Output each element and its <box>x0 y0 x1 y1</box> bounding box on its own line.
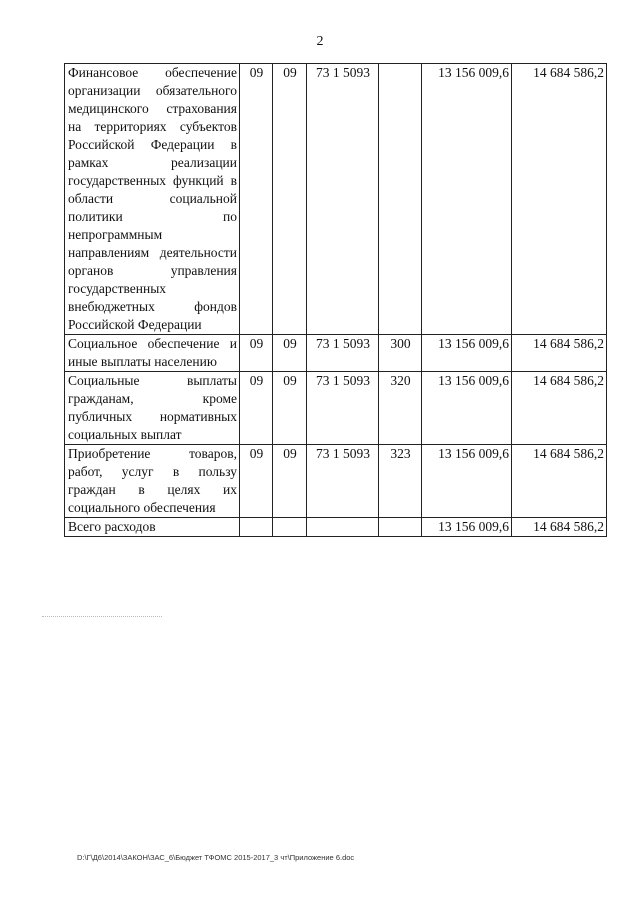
row-sum-2016: 13 156 009,6 <box>422 64 512 335</box>
budget-table <box>64 63 607 537</box>
empty-cell <box>379 518 422 537</box>
empty-cell <box>240 518 273 537</box>
total-sum-2016: 13 156 009,6 <box>422 518 512 537</box>
row-sum-2017: 14 684 586,2 <box>512 64 607 335</box>
row-target-article: 73 1 5093 <box>307 335 379 372</box>
row-target-article: 73 1 5093 <box>307 372 379 445</box>
footer-file-path: D:\Г\Д6\2014\ЗАКОН\ЗАС_6\Бюджет ТФОМС 2015-2017_3 чт\Приложение 6.doc <box>77 853 355 862</box>
row-sum-2017: 14 684 586,2 <box>512 372 607 445</box>
table-row <box>65 372 607 445</box>
row-expense-type: 323 <box>379 445 422 518</box>
row-section-code: 09 <box>240 445 273 518</box>
row-sum-2017: 14 684 586,2 <box>512 445 607 518</box>
empty-cell <box>307 518 379 537</box>
scan-artifact <box>42 616 162 618</box>
row-section-code: 09 <box>240 335 273 372</box>
row-name: Приобретение товаров, работ, услуг в пользу граждан в целях их социального обеспечения <box>65 445 240 518</box>
row-name: Финансовое обеспечение организации обязательного медицинского страхования на территориях субъектов Российской Федерации в рамках реализации государственных функций в области социальной политики по непрограммным направлениям деятельности органов управления государственных внебюджетных фондов Российской Федерации <box>65 64 240 335</box>
empty-cell <box>273 518 307 537</box>
table-row <box>65 335 607 372</box>
row-subsection-code: 09 <box>273 372 307 445</box>
row-subsection-code: 09 <box>273 445 307 518</box>
row-section-code: 09 <box>240 372 273 445</box>
row-sum-2016: 13 156 009,6 <box>422 372 512 445</box>
row-sum-2017: 14 684 586,2 <box>512 335 607 372</box>
row-expense-type: 320 <box>379 372 422 445</box>
total-row <box>65 518 607 537</box>
row-subsection-code: 09 <box>273 335 307 372</box>
row-name: Социальное обеспечение и иные выплаты населению <box>65 335 240 372</box>
total-label: Всего расходов <box>65 518 240 537</box>
table-row <box>65 64 607 335</box>
row-expense-type <box>379 64 422 335</box>
row-expense-type: 300 <box>379 335 422 372</box>
row-subsection-code: 09 <box>273 64 307 335</box>
total-sum-2017: 14 684 586,2 <box>512 518 607 537</box>
table-body <box>65 64 607 518</box>
row-sum-2016: 13 156 009,6 <box>422 335 512 372</box>
row-sum-2016: 13 156 009,6 <box>422 445 512 518</box>
page-number: 2 <box>316 34 324 49</box>
row-target-article: 73 1 5093 <box>307 64 379 335</box>
row-target-article: 73 1 5093 <box>307 445 379 518</box>
row-section-code: 09 <box>240 64 273 335</box>
row-name: Социальные выплаты гражданам, кроме публичных нормативных социальных выплат <box>65 372 240 445</box>
table-row <box>65 445 607 518</box>
